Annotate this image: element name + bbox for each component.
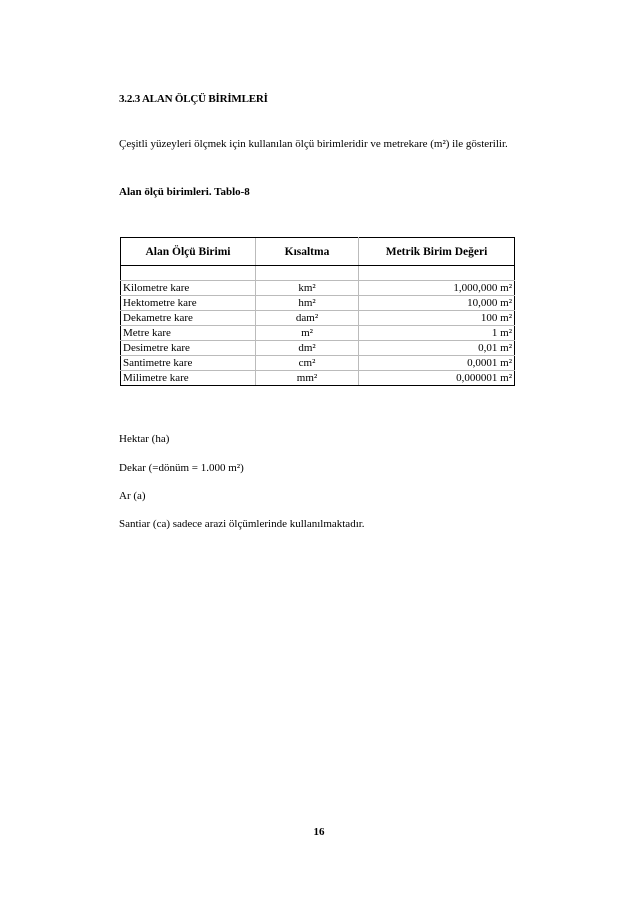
table-row	[121, 311, 515, 326]
table-row	[121, 356, 515, 371]
note-ar: Ar (a)	[119, 490, 146, 502]
unit-name: Santimetre kare	[121, 356, 256, 371]
unit-value: 1 m²	[359, 326, 515, 341]
header-abbreviation: Kısaltma	[256, 238, 359, 266]
unit-value: 1,000,000 m²	[359, 281, 515, 296]
unit-abbreviation: m²	[256, 326, 359, 341]
note-santiar: Santiar (ca) sadece arazi ölçümlerinde kullanılmaktadır.	[119, 518, 365, 530]
unit-value: 10,000 m²	[359, 296, 515, 311]
header-unit: Alan Ölçü Birimi	[121, 238, 256, 266]
unit-name: Hektometre kare	[121, 296, 256, 311]
table-blank-row	[121, 266, 515, 281]
page-number: 16	[313, 826, 325, 838]
header-metric-value: Metrik Birim Değeri	[359, 238, 515, 266]
table-row	[121, 341, 515, 356]
unit-name: Desimetre kare	[121, 341, 256, 356]
unit-name: Milimetre kare	[121, 371, 256, 386]
table-row	[121, 326, 515, 341]
section-title: 3.2.3 ALAN ÖLÇÜ BİRİMLERİ	[119, 93, 268, 105]
unit-abbreviation: hm²	[256, 296, 359, 311]
note-hektar: Hektar (ha)	[119, 433, 170, 445]
unit-name: Kilometre kare	[121, 281, 256, 296]
area-units-table	[120, 237, 515, 386]
unit-value: 100 m²	[359, 311, 515, 326]
unit-abbreviation: dam²	[256, 311, 359, 326]
unit-abbreviation: km²	[256, 281, 359, 296]
unit-abbreviation: dm²	[256, 341, 359, 356]
intro-paragraph: Çeşitli yüzeyleri ölçmek için kullanılan ölçü birimleridir ve metrekare (m²) ile gösterilir.	[119, 138, 508, 150]
unit-name: Dekametre kare	[121, 311, 256, 326]
table-row	[121, 296, 515, 311]
unit-abbreviation: cm²	[256, 356, 359, 371]
table-row	[121, 281, 515, 296]
unit-value: 0,000001 m²	[359, 371, 515, 386]
table-row	[121, 371, 515, 386]
unit-value: 0,01 m²	[359, 341, 515, 356]
note-dekar: Dekar (=dönüm = 1.000 m²)	[119, 462, 244, 474]
unit-value: 0,0001 m²	[359, 356, 515, 371]
unit-abbreviation: mm²	[256, 371, 359, 386]
unit-name: Metre kare	[121, 326, 256, 341]
table-header-row	[121, 238, 515, 266]
table-caption: Alan ölçü birimleri. Tablo-8	[119, 186, 250, 198]
